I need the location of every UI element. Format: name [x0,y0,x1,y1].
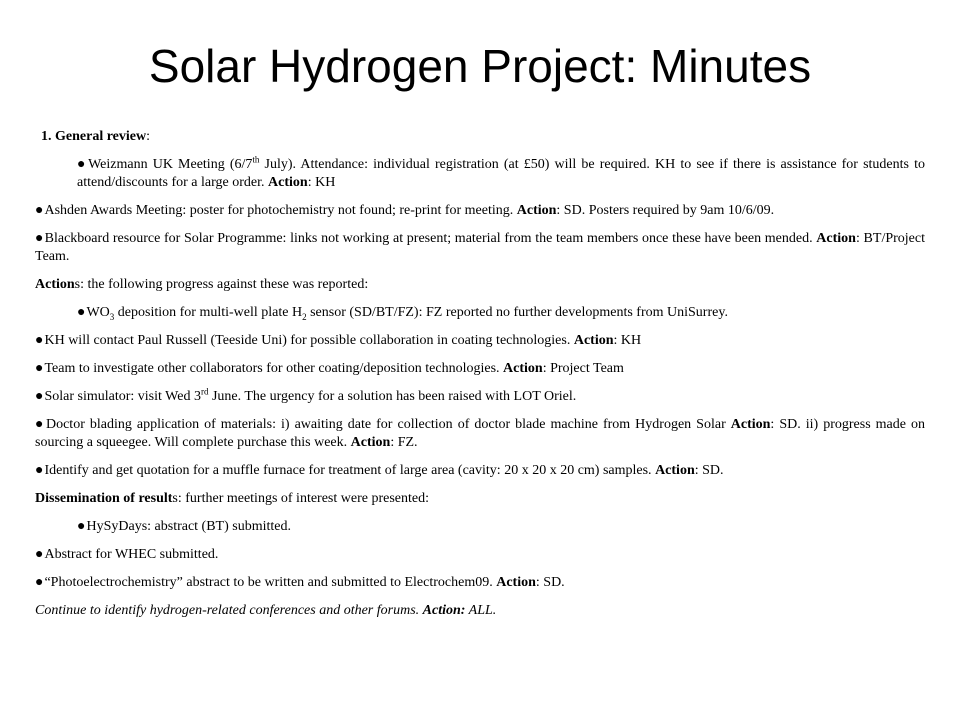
action-label: Action [503,361,543,376]
minutes-body [35,128,925,630]
action-label: Action [730,417,771,432]
actions-heading: Actions: the following progress against these was reported: [35,277,369,292]
bullet-icon: ● [35,203,44,218]
bullet-icon: ● [35,575,44,590]
action-label: Action [816,231,856,246]
action-label: Action: [422,603,466,618]
bullet-icon: ● [77,519,86,534]
item-solar-simulator: ●Solar simulator: visit Wed 3rd June. The urgency for a solution has been raised with LOT Oriel. [35,386,577,404]
heading-rest-text: : [146,129,150,144]
section-general-review-heading [35,128,925,146]
item-whec: ●Abstract for WHEC submitted. [35,547,219,562]
bullet-icon: ● [35,547,44,562]
item-blackboard: ●Blackboard resource for Solar Programme: links not working at present; material from the team members once these have been mended. Action: BT/Project Team. [35,231,925,264]
action-label: Action [496,575,536,590]
bullet-icon: ● [35,333,44,348]
item-team-investigate: ●Team to investigate other collaborators for other coating/deposition technologies. Action: Project Team [35,361,624,376]
item-weizmann: ●Weizmann UK Meeting (6/7th July). Attendance: individual registration (at £50) will be required. KH to see if there is assistance for students to attend/discounts for a large order. Action: KH [77,154,925,190]
bullet-icon: ● [35,389,44,404]
item-doctor-blading: ●Doctor blading application of materials: i) awaiting date for collection of doctor blade machine from Hydrogen Solar Action: SD. ii) progress made on sourcing a squeegee. Will complete purchase this week. Action: FZ. [35,417,925,450]
bullet-icon: ● [35,361,44,376]
action-label: Action [350,435,391,450]
action-label: Action [516,203,557,218]
dissemination-heading: Dissemination of results: further meetings of interest were presented: [35,491,429,506]
item-wo3: $●WO_3$ deposition for multi-well plate $H_2$ sensor (SD/BT/FZ): FZ reported no further developments from UniSurrey. [77,305,728,322]
bullet-icon: ● [35,417,45,432]
action-label: Action [655,463,695,478]
bullet-icon: ● [77,305,86,320]
item-hysydays: ●HySyDays: abstract (BT) submitted. [77,519,291,534]
bullet-icon: ● [35,231,44,246]
bullet-icon: ● [35,463,44,478]
action-label: Action [573,333,614,348]
item-ashden: ●Ashden Awards Meeting: poster for photochemistry not found; re-print for meeting. Action: SD. Posters required by 9am 10/6/09. [35,203,775,218]
heading-bold-text: 1. General review [41,129,147,144]
bullet-icon: ● [77,157,88,172]
item-muffle-furnace: ●Identify and get quotation for a muffle furnace for treatment of large area (cavity: 20 x 20 x 20 cm) samples. Action: SD. [35,463,724,478]
action-label: Action [268,175,308,190]
page-title: Solar Hydrogen Project: Minutes [148,40,812,92]
item-kh-contact: ●KH will contact Paul Russell (Teeside Uni) for possible collaboration in coating technologies. Action: KH [35,333,642,348]
closing-note: Continue to identify hydrogen-related conferences and other forums. Action: ALL. [35,603,497,618]
item-photoelectrochemistry: ●“Photoelectrochemistry” abstract to be written and submitted to Electrochem09. Action: SD. [35,575,565,590]
